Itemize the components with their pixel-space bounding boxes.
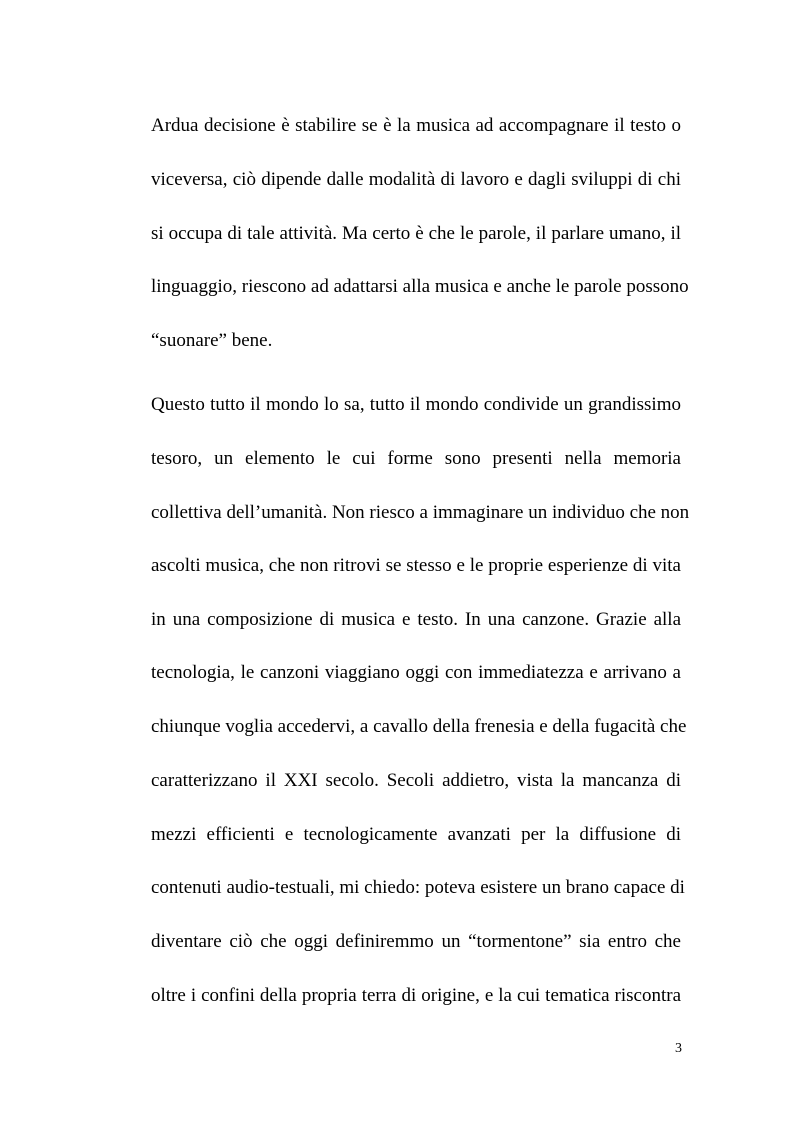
body-text-line: si occupa di tale attività. Ma certo è che le parole, il parlare umano, il	[151, 223, 681, 244]
body-text-line: caratterizzano il XXI secolo. Secoli addietro, vista la mancanza di	[151, 770, 681, 791]
body-text-line: linguaggio, riescono ad adattarsi alla musica e anche le parole possono	[151, 276, 689, 297]
body-text-line: in una composizione di musica e testo. In una canzone. Grazie alla	[151, 609, 681, 630]
body-text-line: tesoro, un elemento le cui forme sono presenti nella memoria	[151, 448, 681, 469]
body-text-line: “suonare” bene.	[151, 330, 273, 351]
body-text-line: contenuti audio-testuali, mi chiedo: poteva esistere un brano capace di	[151, 877, 685, 898]
body-text-line: viceversa, ciò dipende dalle modalità di lavoro e dagli sviluppi di chi	[151, 169, 681, 190]
body-text-line: collettiva dell’umanità. Non riesco a immaginare un individuo che non	[151, 502, 690, 523]
body-text-line: tecnologia, le canzoni viaggiano oggi con immediatezza e arrivano a	[151, 662, 681, 683]
body-text-line: oltre i confini della propria terra di origine, e la cui tematica riscontra	[151, 985, 681, 1006]
body-text-line: Ardua decisione è stabilire se è la musica ad accompagnare il testo o	[151, 115, 681, 136]
page-number: 3	[675, 1041, 682, 1056]
body-text-line: mezzi efficienti e tecnologicamente avanzati per la diffusione di	[151, 824, 681, 845]
body-text-line: diventare ciò che oggi definiremmo un “tormentone” sia entro che	[151, 931, 681, 952]
body-text-line: Questo tutto il mondo lo sa, tutto il mondo condivide un grandissimo	[151, 394, 681, 415]
body-text-line: ascolti musica, che non ritrovi se stesso e le proprie esperienze di vita	[151, 555, 681, 576]
body-text-line: chiunque voglia accedervi, a cavallo della frenesia e della fugacità che	[151, 716, 687, 737]
